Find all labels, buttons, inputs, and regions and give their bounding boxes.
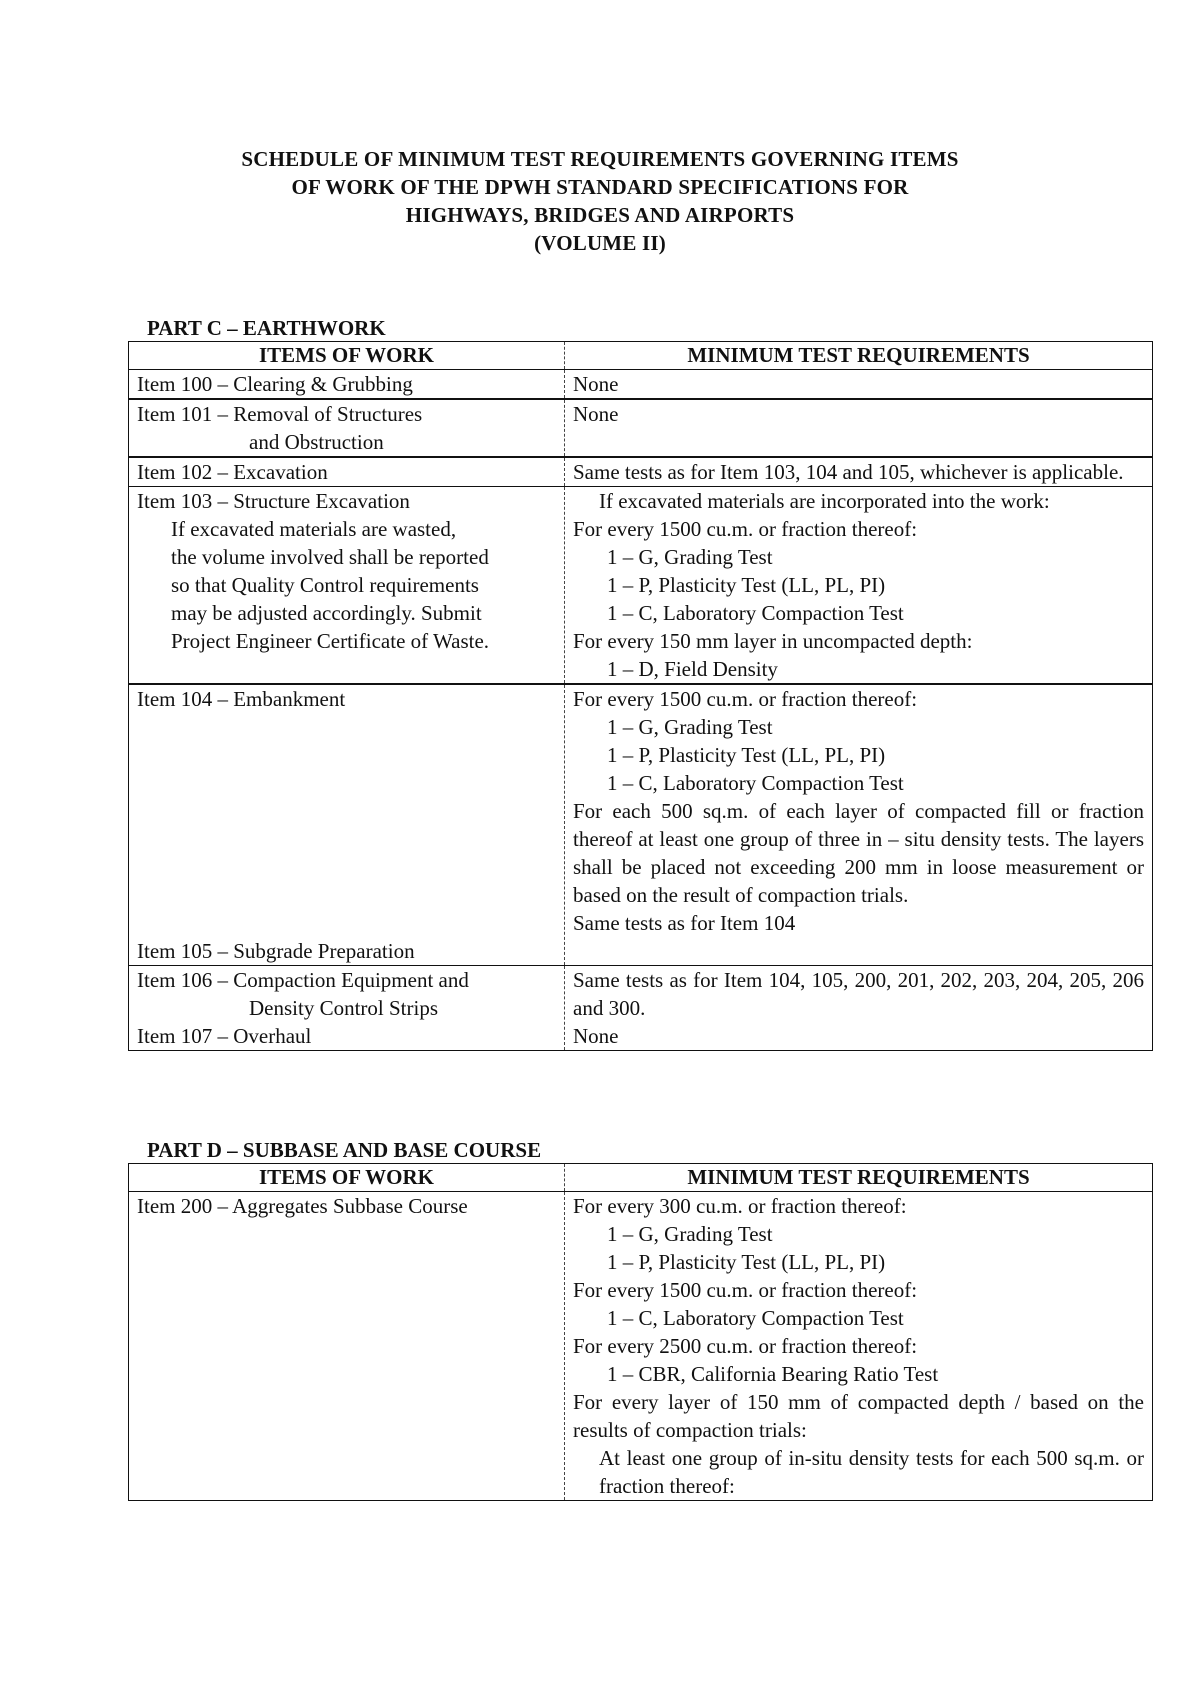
item-200-label: Item 200 – Aggregates Subbase Course: [137, 1194, 468, 1218]
item-104-requirement: 1 – G, Grading Test: [607, 715, 773, 739]
item-200-requirement: For every 300 cu.m. or fraction thereof:: [573, 1194, 907, 1218]
column-header-requirements: MINIMUM TEST REQUIREMENTS: [565, 1164, 1153, 1192]
item-106-requirement: Same tests as for Item 104, 105, 200, 201, 202, 203, 204, 205, 206 and 300.: [573, 968, 1144, 1020]
item-200-requirement: 1 – CBR, California Bearing Ratio Test: [607, 1362, 939, 1386]
item-103-note: so that Quality Control requirements: [171, 573, 479, 597]
item-103-requirement: 1 – D, Field Density: [607, 657, 778, 681]
part-d-heading: PART D – SUBBASE AND BASE COURSE: [147, 1138, 542, 1162]
table-row: [129, 966, 1153, 1051]
table-row: [129, 370, 1153, 400]
item-105-requirement: Same tests as for Item 104: [573, 911, 796, 935]
table-header-row: [129, 342, 1153, 370]
title-line-1: SCHEDULE OF MINIMUM TEST REQUIREMENTS GOVERNING ITEMS: [241, 147, 959, 171]
item-101-label-cont: and Obstruction: [249, 430, 384, 454]
title-line-3: HIGHWAYS, BRIDGES AND AIRPORTS: [405, 203, 795, 227]
item-104-requirement: 1 – C, Laboratory Compaction Test: [607, 771, 904, 795]
part-d-table: [128, 1163, 1153, 1501]
item-103-requirement: 1 – C, Laboratory Compaction Test: [607, 601, 904, 625]
item-103-requirement: For every 150 mm layer in uncompacted depth:: [573, 629, 973, 653]
item-200-requirement: For every layer of 150 mm of compacted depth / based on the results of compaction trials:: [573, 1390, 1144, 1442]
item-107-label: Item 107 – Overhaul: [137, 1024, 312, 1048]
table-row: [129, 684, 1153, 966]
table-row: [129, 487, 1153, 685]
item-102-requirement: Same tests as for Item 103, 104 and 105, whichever is applicable.: [573, 460, 1124, 484]
item-104-requirement: For every 1500 cu.m. or fraction thereof:: [573, 687, 918, 711]
item-104-requirement: 1 – P, Plasticity Test (LL, PL, PI): [607, 743, 886, 767]
item-106-label-cont: Density Control Strips: [249, 996, 439, 1020]
item-100-label: Item 100 – Clearing & Grubbing: [137, 372, 413, 396]
column-header-items: ITEMS OF WORK: [129, 342, 565, 370]
item-104-requirement: For each 500 sq.m. of each layer of compacted fill or fraction thereof at least one group of three in – situ density tests. The layers shall be placed not exceeding 200 mm in loose measurement or based on the result of compaction trials.: [573, 799, 1144, 907]
item-103-note: Project Engineer Certificate of Waste.: [171, 629, 490, 653]
title-line-4: (VOLUME II): [534, 231, 666, 255]
item-103-requirement: 1 – P, Plasticity Test (LL, PL, PI): [607, 573, 886, 597]
item-103-requirement: 1 – G, Grading Test: [607, 545, 773, 569]
item-103-note: may be adjusted accordingly. Submit: [171, 601, 482, 625]
page-title: [0, 145, 1200, 257]
item-107-requirement: None: [573, 1024, 619, 1048]
table-row: [129, 457, 1153, 487]
table-header-row: [129, 1164, 1153, 1192]
table-row: [129, 399, 1153, 457]
item-101-label: Item 101 – Removal of Structures: [137, 402, 423, 426]
item-101-requirement: None: [573, 402, 619, 426]
item-200-requirement: At least one group of in-situ density tests for each 500 sq.m. or fraction thereof:: [599, 1446, 1144, 1498]
item-104-label: Item 104 – Embankment: [137, 687, 346, 711]
column-header-items: ITEMS OF WORK: [129, 1164, 565, 1192]
item-103-note: the volume involved shall be reported: [171, 545, 489, 569]
item-200-requirement: 1 – G, Grading Test: [607, 1222, 773, 1246]
item-106-label: Item 106 – Compaction Equipment and: [137, 968, 469, 992]
part-c-table: [128, 341, 1153, 1051]
title-line-2: OF WORK OF THE DPWH STANDARD SPECIFICATIONS FOR: [291, 175, 909, 199]
item-103-label: Item 103 – Structure Excavation: [137, 489, 410, 513]
item-103-note: If excavated materials are wasted,: [171, 517, 457, 541]
column-header-requirements: MINIMUM TEST REQUIREMENTS: [565, 342, 1153, 370]
item-103-requirement: If excavated materials are incorporated into the work:: [599, 489, 1050, 513]
item-100-requirement: None: [573, 372, 619, 396]
item-103-requirement: For every 1500 cu.m. or fraction thereof:: [573, 517, 918, 541]
item-102-label: Item 102 – Excavation: [137, 460, 328, 484]
item-200-requirement: For every 1500 cu.m. or fraction thereof:: [573, 1278, 918, 1302]
table-row: [129, 1192, 1153, 1501]
item-200-requirement: For every 2500 cu.m. or fraction thereof:: [573, 1334, 918, 1358]
item-105-label: Item 105 – Subgrade Preparation: [137, 939, 415, 963]
part-c-heading: PART C – EARTHWORK: [147, 316, 386, 340]
item-200-requirement: 1 – C, Laboratory Compaction Test: [607, 1306, 904, 1330]
item-200-requirement: 1 – P, Plasticity Test (LL, PL, PI): [607, 1250, 886, 1274]
